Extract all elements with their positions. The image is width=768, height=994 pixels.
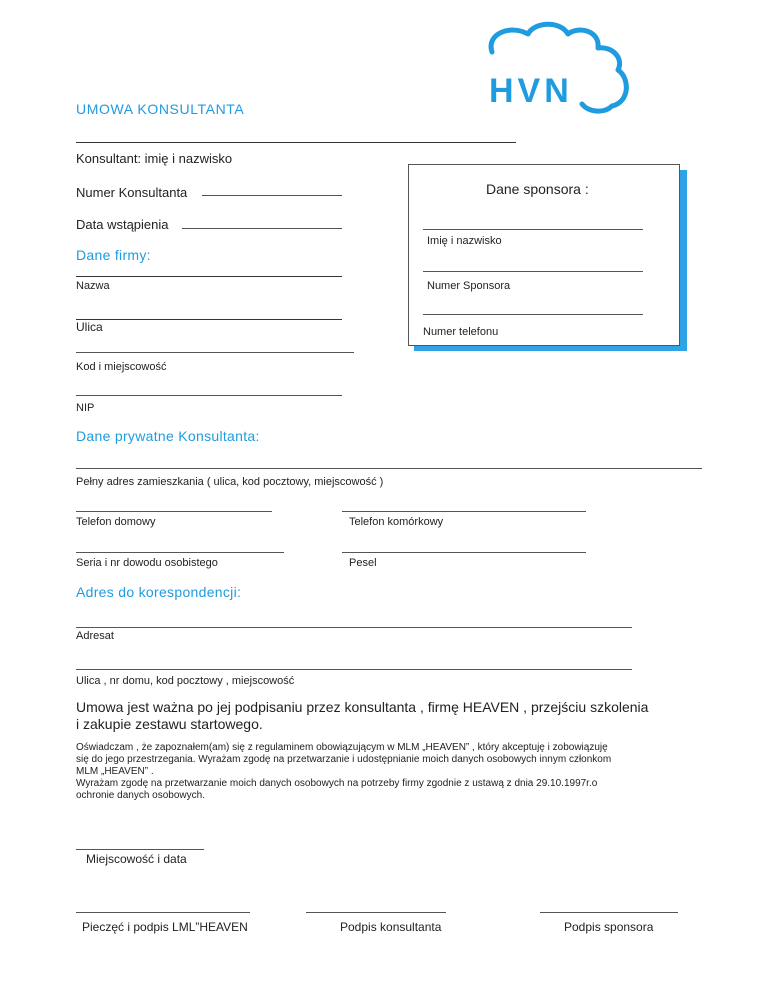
- consultant-name-label: Konsultant: imię i nazwisko: [76, 151, 233, 166]
- company-street-label: Ulica: [76, 320, 103, 334]
- declaration-line-5: ochronie danych osobowych.: [76, 790, 205, 801]
- contract-validity-text: [76, 699, 648, 733]
- declaration-line-1: Oświadczam , że zapoznałem(am) się z regulaminem obowiązującym w MLM „HEAVEN” , który akceptuję i zobowiązuję: [76, 742, 608, 753]
- addressee-label: Adresat: [76, 630, 114, 642]
- company-name-label: Nazwa: [76, 280, 110, 292]
- home-phone-field[interactable]: [76, 511, 272, 512]
- sponsor-number-field[interactable]: [423, 271, 643, 272]
- sponsor-name-label: Imię i nazwisko: [427, 235, 502, 247]
- sponsor-number-label: Numer Sponsora: [427, 280, 511, 292]
- declaration-line-2: się do jego przestrzegania. Wyrażam zgodę na przetwarzanie i udostępnianie moich danych osobowych innym członkom: [76, 754, 612, 765]
- company-postal-field[interactable]: [76, 352, 354, 353]
- correspondence-street-label: Ulica , nr domu, kod pocztowy , miejscowość: [76, 675, 295, 687]
- sponsor-signature-label: Podpis sponsora: [564, 920, 654, 934]
- full-address-field[interactable]: [76, 468, 702, 469]
- full-address-label: Pełny adres zamieszkania ( ulica, kod pocztowy, miejscowość ): [76, 476, 384, 488]
- company-nip-field[interactable]: [76, 395, 342, 396]
- home-phone-label: Telefon domowy: [76, 516, 156, 528]
- correspondence-street-field[interactable]: [76, 669, 632, 670]
- contract-line-2: i zakupie zestawu startowego.: [76, 716, 263, 732]
- company-nip-label: NIP: [76, 402, 95, 414]
- consultant-signature-label: Podpis konsultanta: [340, 920, 442, 934]
- declaration-text: [76, 742, 611, 802]
- sponsor-phone-field[interactable]: [423, 314, 643, 315]
- private-heading: Dane prywatne Konsultanta:: [76, 428, 260, 444]
- place-date-field[interactable]: [76, 849, 204, 850]
- id-number-field[interactable]: [76, 552, 284, 553]
- sponsor-phone-label: Numer telefonu: [423, 326, 499, 338]
- pesel-label: Pesel: [349, 557, 377, 569]
- join-date-field[interactable]: [182, 228, 342, 229]
- sponsor-box: [408, 164, 680, 346]
- company-postal-label: Kod i miejscowość: [76, 361, 167, 373]
- mobile-phone-field[interactable]: [342, 511, 586, 512]
- declaration-line-4: Wyrażam zgodę na przetwarzanie moich danych osobowych na potrzeby firmy zgodnie z ustawą z dnia 29.10.1997r.o: [76, 778, 598, 789]
- sponsor-title: Dane sponsora :: [486, 181, 589, 197]
- join-date-label: Data wstąpienia: [76, 217, 169, 232]
- place-date-label: Miejscowość i data: [86, 852, 187, 866]
- mobile-phone-label: Telefon komórkowy: [349, 516, 444, 528]
- consultant-number-label: Numer Konsultanta: [76, 185, 188, 200]
- company-name-field[interactable]: [76, 276, 342, 277]
- consultant-number-field[interactable]: [202, 195, 342, 196]
- consultant-signature-field[interactable]: [306, 912, 446, 913]
- logo-text: HVN: [489, 72, 573, 110]
- title-underline: [76, 142, 516, 143]
- pesel-field[interactable]: [342, 552, 586, 553]
- hvn-logo: [480, 18, 640, 118]
- company-heading: Dane firmy:: [76, 247, 151, 263]
- company-street-field[interactable]: [76, 319, 342, 320]
- document-title: UMOWA KONSULTANTA: [76, 101, 245, 117]
- contract-line-1: Umowa jest ważna po jej podpisaniu przez konsultanta , firmę HEAVEN , przejściu szkolenia: [76, 699, 649, 715]
- sponsor-signature-field[interactable]: [540, 912, 678, 913]
- stamp-signature-field[interactable]: [76, 912, 250, 913]
- addressee-field[interactable]: [76, 627, 632, 628]
- id-number-label: Seria i nr dowodu osobistego: [76, 557, 218, 569]
- stamp-signature-label: Pieczęć i podpis LML”HEAVEN: [82, 920, 248, 934]
- sponsor-name-field[interactable]: [423, 229, 643, 230]
- correspondence-heading: Adres do korespondencji:: [76, 584, 242, 600]
- declaration-line-3: MLM „HEAVEN” .: [76, 766, 154, 777]
